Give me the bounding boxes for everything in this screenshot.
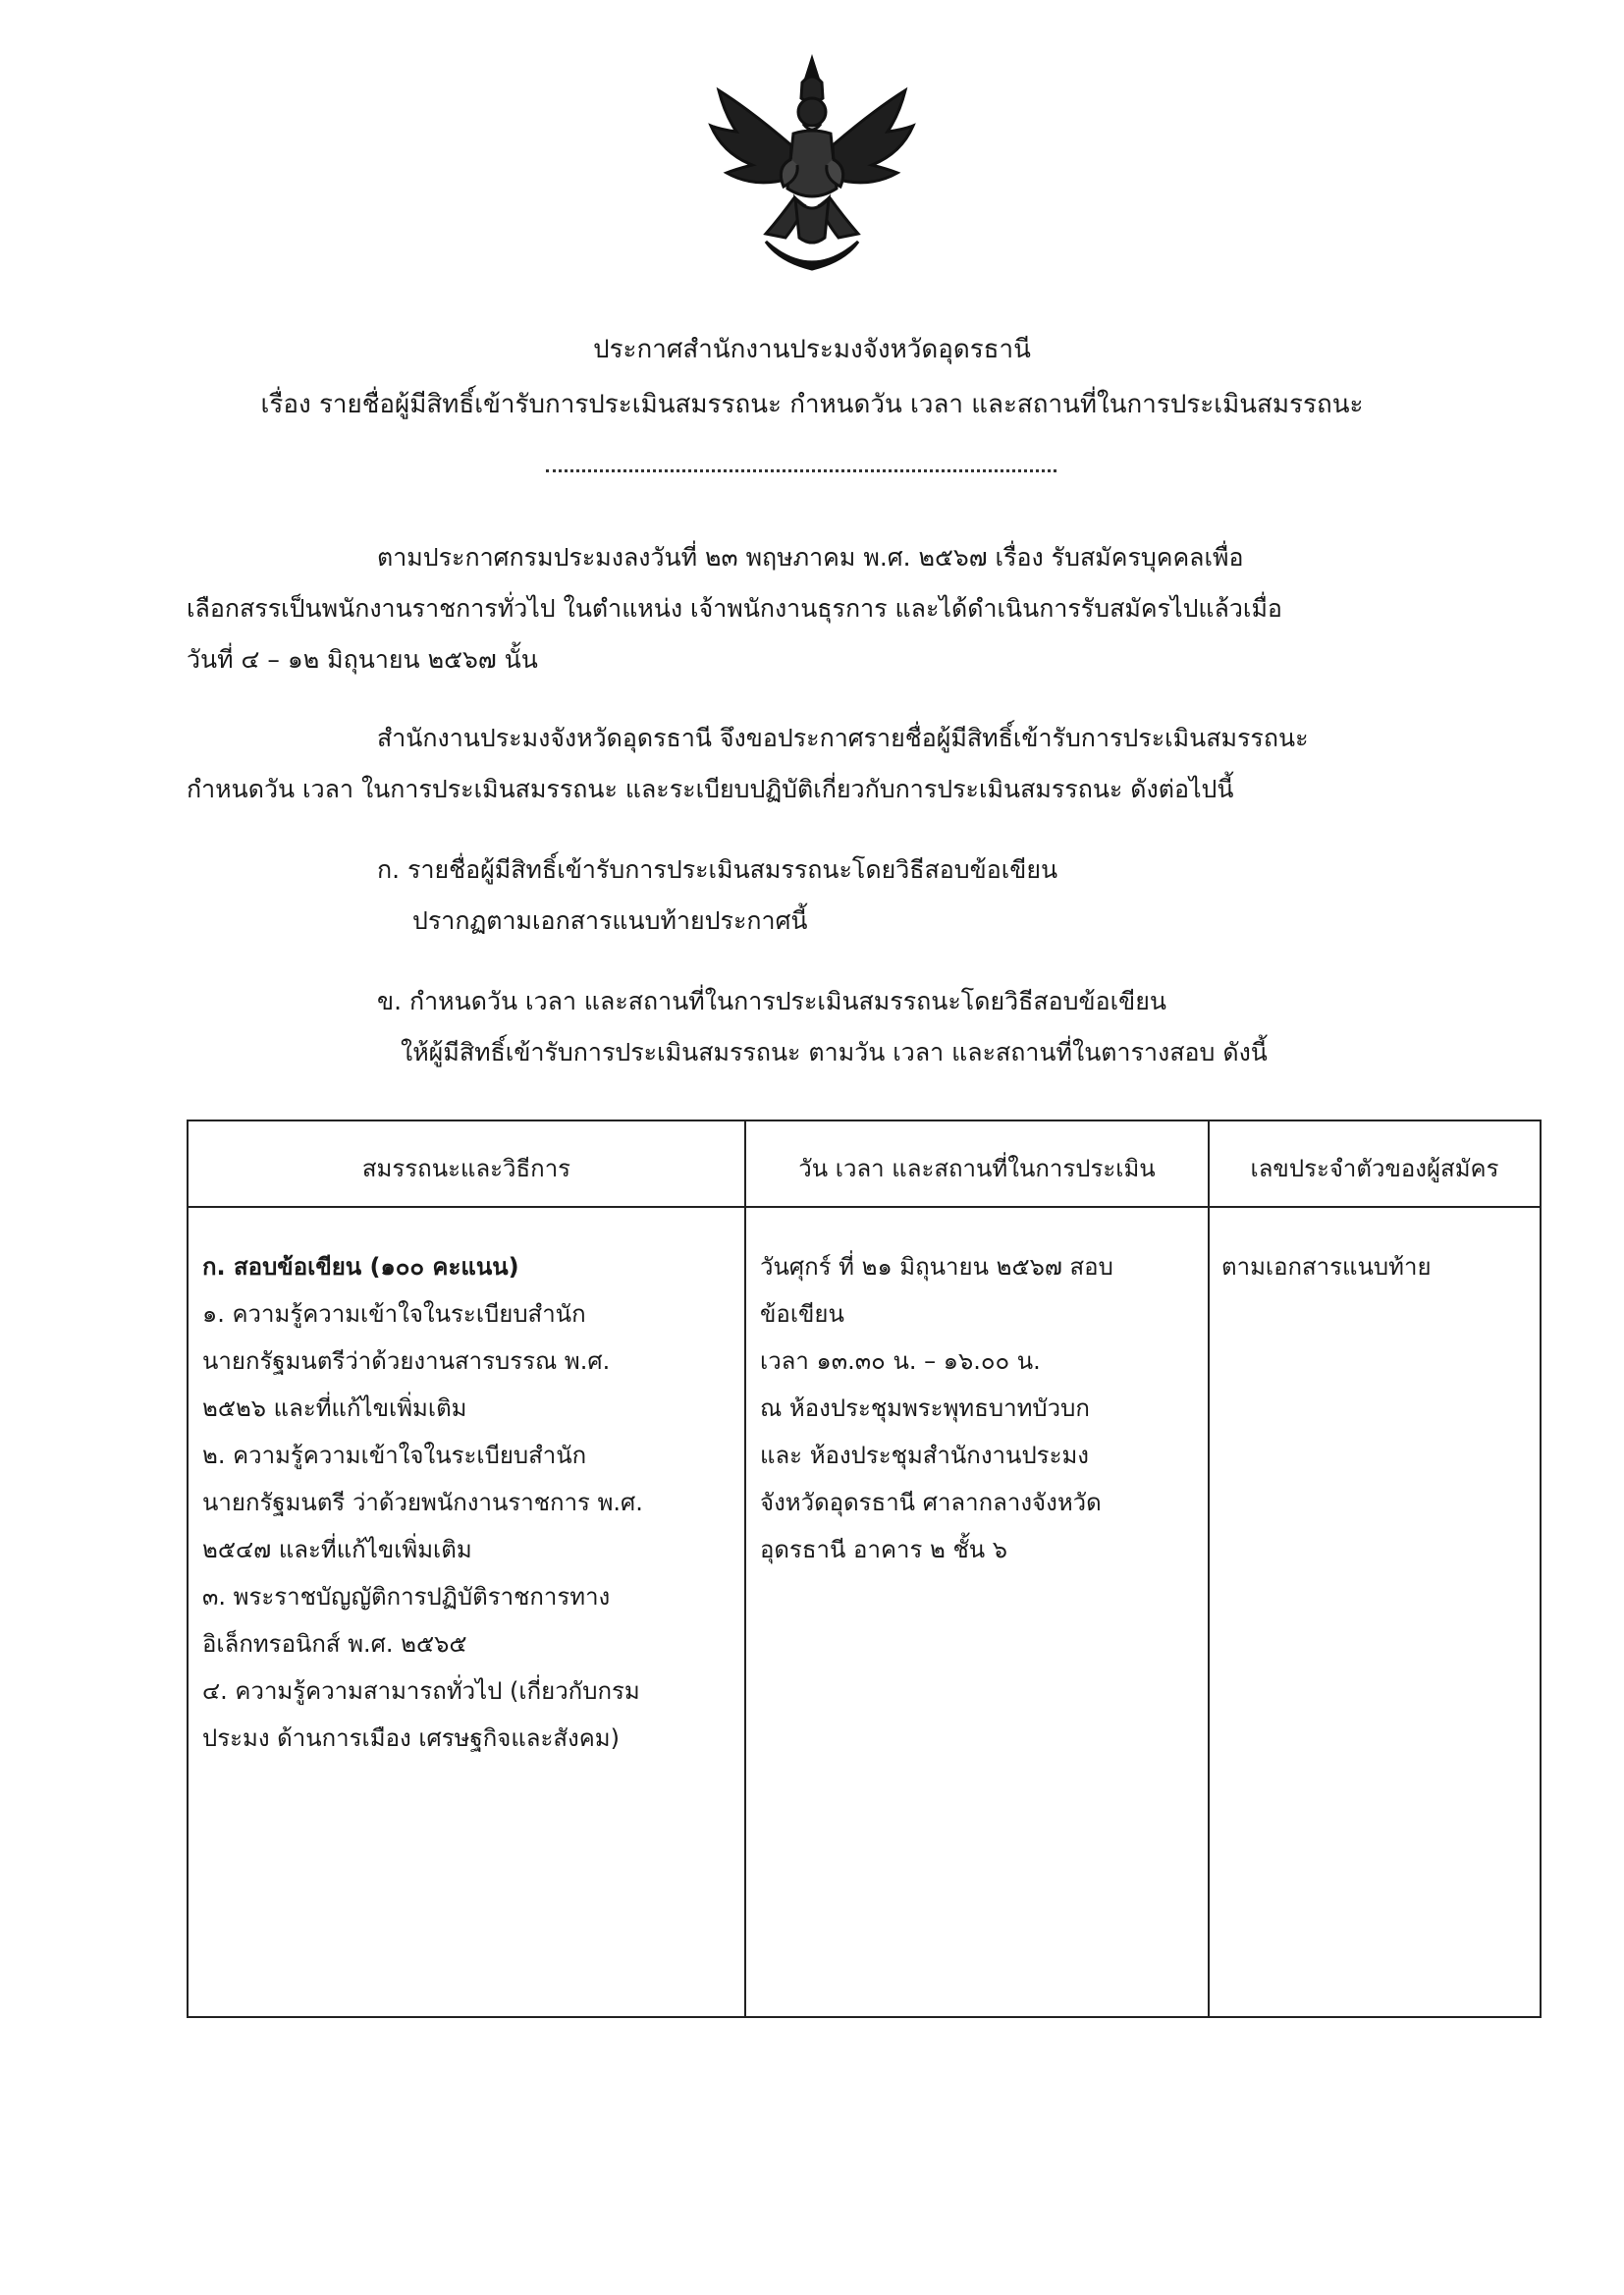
paragraph-2-line-2: กำหนดวัน เวลา ในการประเมินสมรรถนะ และระเบียบปฏิบัติเกี่ยวกับการประเมินสมรรถนะ ดังต่อไปนี้ — [187, 775, 1234, 803]
exam-topic-line: ๒๕๔๗ และที่แก้ไขเพิ่มเติม — [202, 1536, 472, 1563]
exam-topic-line: ๔. ความรู้ความสามารถทั่วไป (เกี่ยวกับกรม — [202, 1677, 640, 1705]
exam-section-title: ก. สอบข้อเขียน (๑๐๐ คะแนน) — [202, 1253, 519, 1281]
exam-topic-line: นายกรัฐมนตรี ว่าด้วยพนักงานราชการ พ.ศ. — [202, 1489, 643, 1516]
item-b-line-2: ให้ผู้มีสิทธิ์เข้ารับการประเมินสมรรถนะ ตามวัน เวลา และสถานที่ในตารางสอบ ดังนี้ — [401, 1038, 1268, 1066]
announcement-title: ประกาศสำนักงานประมงจังหวัดอุดรธานี — [593, 335, 1031, 364]
exam-schedule-table — [187, 1120, 1542, 2018]
dotted-divider — [546, 469, 1056, 472]
exam-date-line: ข้อเขียน — [760, 1300, 844, 1328]
exam-topic-line: อิเล็กทรอนิกส์ พ.ศ. ๒๕๖๕ — [202, 1630, 467, 1658]
exam-topic-line: ๓. พระราชบัญญัติการปฏิบัติราชการทาง — [202, 1583, 611, 1611]
table-header-divider — [189, 1206, 1540, 1208]
table-column-divider — [744, 1121, 746, 2016]
exam-venue-line: จังหวัดอุดรธานี ศาลากลางจังหวัด — [760, 1489, 1102, 1516]
item-a-line-2: ปรากฏตามเอกสารแนบท้ายประกาศนี้ — [412, 906, 808, 935]
table-header-competency: สมรรถนะและวิธีการ — [361, 1155, 571, 1182]
exam-time-line: เวลา ๑๓.๓๐ น. – ๑๖.๐๐ น. — [760, 1347, 1041, 1375]
paragraph-1-line-1: ตามประกาศกรมประมงลงวันที่ ๒๓ พฤษภาคม พ.ศ. ๒๕๖๗ เรื่อง รับสมัครบุคคลเพื่อ — [377, 543, 1244, 572]
paragraph-1-line-2: เลือกสรรเป็นพนักงานราชการทั่วไป ในตำแหน่ง เจ้าพนักงานธุรการ และได้ดำเนินการรับสมัครไปแล้วเมื่อ — [187, 594, 1282, 623]
exam-venue-line: และ ห้องประชุมสำนักงานประมง — [760, 1442, 1089, 1469]
exam-date-line: วันศุกร์ ที่ ๒๑ มิถุนายน ๒๕๖๗ สอบ — [760, 1253, 1113, 1281]
exam-topic-line: ประมง ด้านการเมือง เศรษฐกิจและสังคม) — [202, 1724, 620, 1752]
exam-topic-line: ๒๕๒๖ และที่แก้ไขเพิ่มเติม — [202, 1394, 467, 1422]
exam-venue-line: ณ ห้องประชุมพระพุทธบาทบัวบก — [760, 1394, 1090, 1422]
garuda-emblem-icon — [707, 51, 917, 287]
table-cell-date-place — [760, 1243, 1200, 1573]
table-header-date-place: วัน เวลา และสถานที่ในการประเมิน — [798, 1155, 1156, 1182]
exam-topic-line: ๒. ความรู้ความเข้าใจในระเบียบสำนัก — [202, 1442, 587, 1469]
exam-venue-line: อุดรธานี อาคาร ๒ ชั้น ๖ — [760, 1536, 1007, 1563]
table-header-applicant-id: เลขประจำตัวของผู้สมัคร — [1250, 1155, 1499, 1182]
paragraph-2-line-1: สำนักงานประมงจังหวัดอุดรธานี จึงขอประกาศรายชื่อผู้มีสิทธิ์เข้ารับการประเมินสมรรถนะ — [377, 724, 1309, 752]
exam-topic-line: ๑. ความรู้ความเข้าใจในระเบียบสำนัก — [202, 1300, 586, 1328]
table-cell-applicant-id — [1221, 1243, 1526, 1290]
item-b-line-1: ข. กำหนดวัน เวลา และสถานที่ในการประเมินสมรรถนะโดยวิธีสอบข้อเขียน — [377, 987, 1167, 1015]
announcement-subject: เรื่อง รายชื่อผู้มีสิทธิ์เข้ารับการประเมินสมรรถนะ กำหนดวัน เวลา และสถานที่ในการประเมินสมรรถนะ — [260, 390, 1364, 419]
exam-topic-line: นายกรัฐมนตรีว่าด้วยงานสารบรรณ พ.ศ. — [202, 1347, 611, 1375]
paragraph-1-line-3: วันที่ ๔ – ๑๒ มิถุนายน ๒๕๖๗ นั้น — [187, 645, 538, 674]
table-column-divider — [1208, 1121, 1210, 2016]
applicant-id-note: ตามเอกสารแนบท้าย — [1221, 1253, 1432, 1281]
table-cell-competency — [202, 1243, 732, 1762]
item-a-line-1: ก. รายชื่อผู้มีสิทธิ์เข้ารับการประเมินสมรรถนะโดยวิธีสอบข้อเขียน — [377, 855, 1058, 884]
